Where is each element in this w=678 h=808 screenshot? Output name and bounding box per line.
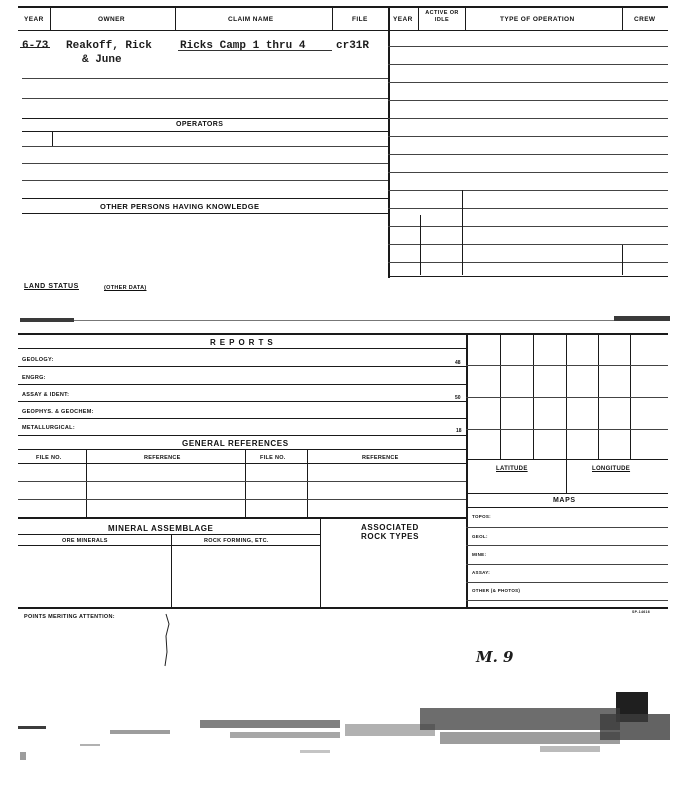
- reports-engrg: ENGRG:: [22, 375, 46, 381]
- rule: [466, 545, 668, 546]
- operators-label: OPERATORS: [176, 121, 224, 128]
- smudge: [614, 316, 670, 321]
- grid-line: [500, 333, 501, 459]
- header-file: FILE: [352, 16, 368, 23]
- maps-assay: ASSAY:: [472, 570, 491, 575]
- rule: [18, 534, 320, 535]
- bottom-border: [18, 607, 668, 609]
- rule: [466, 507, 668, 508]
- grid-line: [566, 333, 567, 493]
- maps-other: OTHER (& PHOTOS): [472, 588, 521, 593]
- header-claim-name: CLAIM NAME: [228, 16, 274, 23]
- col-line: [622, 245, 623, 275]
- col-line-right: [466, 333, 468, 607]
- rule: [18, 481, 466, 482]
- rule: [388, 190, 668, 191]
- col-line: [465, 6, 466, 30]
- rule: [388, 82, 668, 83]
- header-year: YEAR: [24, 16, 44, 23]
- rule: [388, 244, 668, 245]
- rule: [18, 499, 466, 500]
- col-file-no: FILE NO.: [36, 455, 62, 461]
- rule: [18, 418, 466, 419]
- col-reference: REFERENCE: [144, 455, 181, 461]
- col-file-no-2: FILE NO.: [260, 455, 286, 461]
- associated-rock-types-line1: ASSOCIATED: [361, 523, 419, 532]
- rule: [388, 276, 668, 277]
- rule: [18, 435, 466, 436]
- header-owner: OWNER: [98, 16, 125, 23]
- rule: [18, 401, 466, 402]
- rule: [466, 564, 668, 565]
- rule: [466, 493, 668, 494]
- claim-underline: [178, 50, 332, 51]
- rule: [388, 172, 668, 173]
- reports-metallurgical: METALLURGICAL:: [22, 425, 75, 431]
- row-owner: Reakoff, Rick: [66, 40, 152, 52]
- rule: [22, 198, 388, 199]
- reports-assay: ASSAY & IDENT:: [22, 392, 70, 398]
- col-line: [86, 449, 87, 517]
- rule: [388, 262, 668, 263]
- rule: [466, 582, 668, 583]
- rule: [22, 163, 388, 164]
- header-crew: CREW: [634, 16, 656, 23]
- reports-top-border: [18, 333, 668, 335]
- rule: [22, 131, 388, 132]
- mineral-assemblage-title: MINERAL ASSEMBLAGE: [108, 524, 214, 533]
- rule: [18, 517, 466, 519]
- header-divider: [18, 30, 668, 31]
- rule: [388, 208, 668, 209]
- rule: [388, 136, 668, 137]
- col-line: [332, 6, 333, 30]
- reports-metallurgical-num: 18: [456, 428, 462, 434]
- col-line: [245, 449, 246, 517]
- grid-line: [466, 397, 668, 398]
- smudge: [20, 318, 74, 322]
- rock-forming-label: ROCK FORMING, ETC.: [204, 538, 269, 544]
- grid-line: [466, 459, 668, 460]
- rule: [18, 545, 320, 546]
- grid-line: [466, 429, 668, 430]
- col-line: [622, 6, 623, 30]
- rule: [388, 118, 668, 119]
- land-status-sub: (OTHER DATA): [104, 285, 147, 291]
- maps-mine: MINE:: [472, 552, 487, 557]
- reports-geology: GEOLOGY:: [22, 357, 54, 363]
- rule: [22, 180, 388, 181]
- points-meriting-attention-label: POINTS MERITING ATTENTION:: [24, 614, 115, 620]
- row-year: 6-73: [22, 40, 49, 52]
- grid-line: [630, 333, 631, 459]
- header-type-of-operation: TYPE OF OPERATION: [500, 16, 575, 23]
- rule: [388, 100, 668, 101]
- tick: [52, 131, 53, 146]
- reports-assay-num: 50: [455, 395, 461, 401]
- maps-geol: GEOL:: [472, 534, 488, 539]
- rule: [388, 64, 668, 65]
- form-number: SP-14616: [632, 610, 650, 614]
- maps-title: MAPS: [553, 497, 576, 504]
- rule: [22, 78, 388, 79]
- rule: [388, 226, 668, 227]
- associated-rock-types-line2: ROCK TYPES: [361, 532, 420, 541]
- grid-line: [533, 333, 534, 459]
- grid-line: [598, 333, 599, 459]
- col-line: [307, 449, 308, 517]
- handwritten-note: M. 9: [476, 648, 514, 666]
- rule: [466, 527, 668, 528]
- reports-geology-num: 48: [455, 360, 461, 366]
- rule: [22, 118, 388, 119]
- latitude-label: LATITUDE: [496, 466, 528, 472]
- reports-title: REPORTS: [210, 338, 277, 347]
- rule: [18, 384, 466, 385]
- rule: [18, 348, 466, 349]
- rule: [388, 154, 668, 155]
- hand-mark: [160, 612, 174, 668]
- col-line: [171, 534, 172, 607]
- row-claim-name: Ricks Camp 1 thru 4: [180, 40, 306, 52]
- maps-topos: TOPOS:: [472, 514, 491, 519]
- rule: [22, 98, 388, 99]
- rule: [22, 213, 388, 214]
- longitude-label: LONGITUDE: [592, 466, 631, 472]
- grid-line: [466, 365, 668, 366]
- rule: [18, 463, 466, 464]
- col-line: [420, 215, 421, 275]
- ore-minerals-label: ORE MINERALS: [62, 538, 108, 544]
- rule: [74, 320, 614, 321]
- col-line: [175, 6, 176, 30]
- col-reference-2: REFERENCE: [362, 455, 399, 461]
- col-line: [462, 190, 463, 275]
- strikethrough: [20, 47, 50, 48]
- col-line: [50, 6, 51, 30]
- col-line: [418, 6, 419, 30]
- scan-noise: [0, 690, 678, 770]
- header-active-or-idle: ACTIVE OR IDLE: [425, 10, 459, 23]
- general-references-title: GENERAL REFERENCES: [182, 439, 289, 448]
- top-border: [18, 6, 668, 8]
- land-status-label: LAND STATUS: [24, 283, 79, 290]
- row-file: cr31R: [336, 40, 370, 52]
- rule: [388, 46, 668, 47]
- rule: [466, 600, 668, 601]
- rule: [18, 366, 466, 367]
- row-owner-line2: & June: [82, 54, 122, 66]
- rule: [22, 146, 388, 147]
- other-persons-label: OTHER PERSONS HAVING KNOWLEDGE: [100, 202, 260, 211]
- header-year-2: YEAR: [393, 16, 413, 23]
- reports-geophys: GEOPHYS. & GEOCHEM:: [22, 409, 94, 415]
- col-line: [320, 517, 321, 607]
